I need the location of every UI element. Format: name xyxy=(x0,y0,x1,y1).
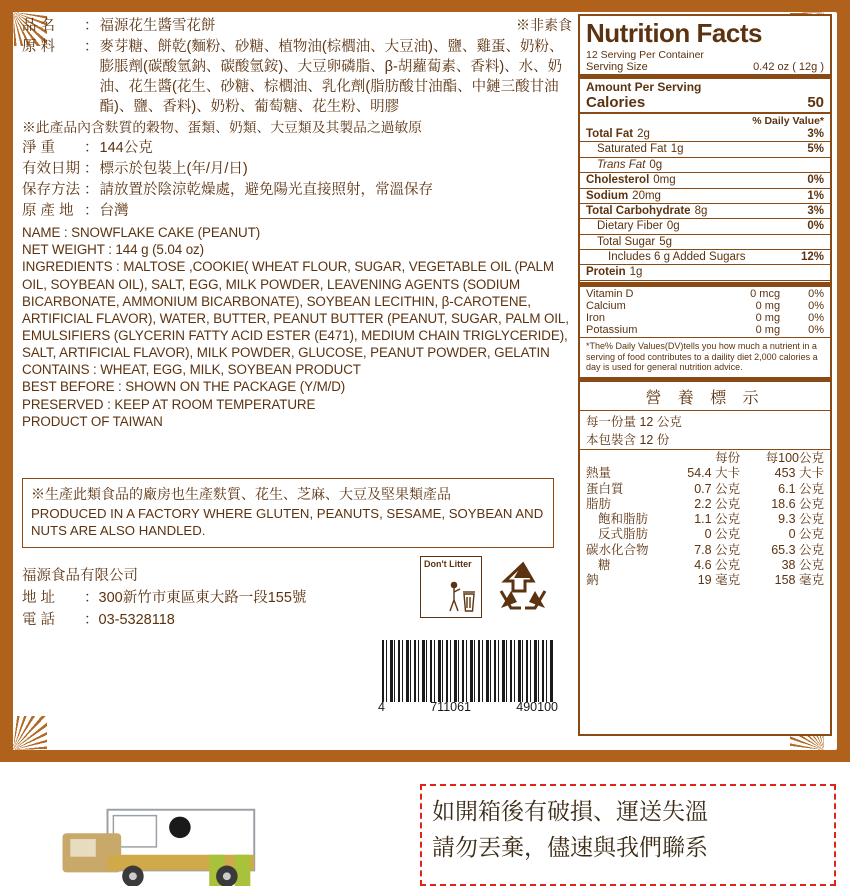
nutrition-footnote: *The% Daily Values(DV)tells you how much a nutrient in a serving of food contributes to a daility diet 2,000 calories a day is used for general nutrition advice. xyxy=(586,340,818,373)
nutrient-row xyxy=(580,142,830,157)
vegetarian-note: ※非素食 xyxy=(516,17,572,33)
company-name: 福源食品有限公司 xyxy=(22,568,138,584)
nutrition-cn-per-100g: 0 公克 xyxy=(788,527,824,542)
nutrition-cn-per-100g: 9.3 公克 xyxy=(778,512,824,527)
bottom-section xyxy=(0,770,850,886)
nutrient-daily-value: 5% xyxy=(807,143,824,156)
storage-row: 保存方法 ： 請放置於陰涼乾燥處，避免陽光直接照射，常溫保存 xyxy=(22,180,572,200)
divider-thick xyxy=(580,74,830,79)
nutrient-label: Cholesterol xyxy=(586,174,650,187)
micronutrient-label: Iron xyxy=(586,311,605,324)
serving-size-value: 0.42 oz ( 12g ) xyxy=(753,61,824,73)
nutrition-cn-per-100g: 65.3 公克 xyxy=(771,542,824,557)
product-name-label: 品 名 xyxy=(22,18,56,34)
nutrient-row xyxy=(580,189,830,204)
storage-value: 請放置於陰涼乾燥處，避免陽光直接照射，常溫保存 xyxy=(99,182,433,199)
calories-value: 50 xyxy=(807,94,824,111)
amount-per-serving-label: Amount Per Serving xyxy=(586,80,702,94)
storage-label: 保存方法 xyxy=(22,182,80,199)
barcode-left-digit: 4 xyxy=(378,700,385,714)
nutrition-cn-label: 脂肪 xyxy=(586,496,612,511)
nutrient-row xyxy=(580,250,830,265)
damage-warning-line-2: 請勿丟棄，儘速與我們聯系 xyxy=(432,833,708,860)
nutrition-cn-per-100g: 453 大卡 xyxy=(774,466,824,481)
nutrition-cn-label: 熱量 xyxy=(586,466,612,481)
barcode-group-1: 711061 xyxy=(430,700,472,714)
nutrition-panel xyxy=(578,14,832,736)
nutrient-daily-value: 0% xyxy=(807,220,824,233)
calories-label: Calories xyxy=(586,94,646,111)
nutrient-row xyxy=(580,219,830,234)
calories-row xyxy=(580,94,830,111)
en-name: NAME : SNOWFLAKE CAKE (PEANUT) xyxy=(22,225,261,241)
nutrient-label: Dietary Fiber xyxy=(597,220,663,233)
nutrient-rows xyxy=(580,127,830,281)
nutrient-amount: 0g xyxy=(666,220,680,233)
serving-size-row xyxy=(580,61,830,73)
company-address-row: 地 址 ： 300新竹市東區東大路一段155號 xyxy=(22,588,422,610)
nutrient-daily-value: 12% xyxy=(800,251,824,263)
damage-warning-box xyxy=(420,784,836,886)
expiry-value: 標示於包裝上(年/月/日) xyxy=(99,161,248,178)
nutrition-cn-label: 碳水化合物 xyxy=(586,542,649,557)
nutrition-cn-table xyxy=(580,451,830,588)
origin-label: 原 產 地 xyxy=(22,203,74,220)
col-per-serving: 每份 xyxy=(715,451,741,466)
nutrient-row xyxy=(580,173,830,188)
micronutrient-row xyxy=(580,312,830,324)
en-contains: CONTAINS : WHEAT, EGG, MILK, SOYBEAN PRODUCT xyxy=(22,362,361,378)
nutrition-cn-label: 反式脂肪 xyxy=(598,527,649,542)
en-product-of: PRODUCT OF TAIWAN xyxy=(22,413,163,429)
en-net-weight: NET WEIGHT : 144 g (5.04 oz) xyxy=(22,242,205,258)
nutrition-cn-row xyxy=(580,543,830,558)
company-phone-value: 03-5328118 xyxy=(98,611,175,628)
nutrient-row xyxy=(580,265,830,280)
nutrition-cn-label: 糖 xyxy=(598,557,611,572)
micronutrient-row xyxy=(580,300,830,312)
nutrition-cn-header-row xyxy=(580,451,830,466)
divider-thick xyxy=(580,377,830,382)
nutrient-amount: 0g xyxy=(649,158,663,171)
litter-bin-figure-icon xyxy=(445,580,477,614)
nutrient-row xyxy=(580,235,830,250)
cross-contamination-en: PRODUCED IN A FACTORY WHERE GLUTEN, PEANUTS, SESAME, SOYBEAN AND NUTS ARE ALSO HANDLED. xyxy=(31,506,544,539)
micronutrient-row xyxy=(580,324,830,336)
divider-thin xyxy=(580,449,830,450)
daily-value-header: % Daily Value* xyxy=(752,115,824,127)
micronutrient-daily-value: 0% xyxy=(808,287,824,300)
en-ingredients: INGREDIENTS : MALTOSE ,COOKIE( WHEAT FLOUR, SUGAR, VEGETABLE OIL (PALM OIL, SOYBEAN OIL), SALT, EGG, MILK POWDER, LEAVENING AGENTS (SODIUM BICARBONATE, AMMONIUM BICARBONATE), SOYBEAN LECITHIN, β-CAROTENE, ARTIFICIAL FLAVOR), WATER, BUTTER, PEANUT BUTTER (PEANUT, SUGAR, PALM OIL, EMULSIFIERS (GLYCERIN FATTY ACID ESTER (E471), MEDIUM CHAIN TRIGLYCERIDE), SALT, ARTIFICIAL FLAVOR), MILK POWDER, GLUCOSE, PEANUT POWDER, GELATIN xyxy=(22,259,569,361)
nutrition-cn-row xyxy=(580,527,830,542)
nutrient-label: Includes 6 g Added Sugars xyxy=(608,251,746,263)
nutrient-label: Saturated Fat xyxy=(597,143,667,156)
nutrient-row xyxy=(580,158,830,173)
divider-thin xyxy=(580,337,830,338)
nutrient-label: Trans Fat xyxy=(597,158,646,171)
nutrition-cn-per-100g: 6.1 公克 xyxy=(778,481,824,496)
nutrient-label: Total Fat xyxy=(586,128,634,140)
micronutrient-row xyxy=(580,288,830,300)
nutrient-amount: 5g xyxy=(659,235,672,248)
origin-row: 原 產 地 ： 台灣 xyxy=(22,201,572,221)
cross-contamination-box xyxy=(22,478,554,548)
nutrient-amount: 8g xyxy=(694,204,708,217)
nutrition-cn-per-serving: 7.8 公克 xyxy=(694,542,741,557)
micronutrient-label: Potassium xyxy=(586,323,638,336)
nutrition-cn-per-serving: 54.4 大卡 xyxy=(687,466,741,481)
micronutrient-daily-value: 0% xyxy=(808,311,824,324)
barcode-group-2: 490100 xyxy=(516,700,558,714)
product-name-row: 品 名 ： 福源花生醬雪花餅 ※非素食 xyxy=(22,17,572,34)
micronutrient-amount: 0 mcg xyxy=(750,287,781,300)
en-best-before: BEST BEFORE : SHOWN ON THE PACKAGE (Y/M/D) xyxy=(22,379,346,395)
nutrition-cn-per-serving: 1.1 公克 xyxy=(694,512,741,527)
nutrition-cn-per-100g: 158 毫克 xyxy=(774,573,824,588)
nutrition-cn-row xyxy=(580,482,830,497)
damage-warning-line-1: 如開箱後有破損、運送失溫 xyxy=(432,798,708,824)
serving-size-label: Serving Size xyxy=(586,61,648,73)
nutrient-daily-value: 1% xyxy=(807,189,824,202)
recycle-icon xyxy=(495,558,551,614)
nutrition-cn-label: 飽和脂肪 xyxy=(598,512,649,527)
nutrition-cn-row xyxy=(580,558,830,573)
english-info-block xyxy=(22,224,572,430)
company-phone-row: 電 話 ： 03-5328118 xyxy=(22,610,422,632)
col-per-100g: 每100公克 xyxy=(765,451,824,466)
nutrient-daily-value: 0% xyxy=(807,174,824,187)
nutrition-cn-serving-size: 每一份量 12 公克 xyxy=(586,415,682,430)
barcode-numbers xyxy=(378,700,558,714)
expiry-label: 有效日期 xyxy=(22,161,80,178)
expiry-row: 有效日期 ： 標示於包裝上(年/月/日) xyxy=(22,159,572,179)
nutrition-cn-per-serving: 0 公克 xyxy=(704,527,741,542)
delivery-truck-illustration xyxy=(60,798,290,886)
cross-contamination-zh: ※生產此類食品的廠房也生產麩質、花生、芝麻、大豆及堅果類產品 xyxy=(31,486,451,502)
en-preserved: PRESERVED : KEEP AT ROOM TEMPERATURE xyxy=(22,396,316,412)
nutrient-label: Sodium xyxy=(586,189,629,202)
net-weight-row: 淨 重 ： 144公克 xyxy=(22,138,572,158)
micronutrient-amount: 0 mg xyxy=(755,299,781,312)
company-address-label: 地 址 xyxy=(22,589,56,606)
nutrient-amount: 2g xyxy=(637,128,650,140)
micronutrient-label: Vitamin D xyxy=(586,287,634,300)
micronutrient-amount: 0 mg xyxy=(755,311,781,324)
nutrient-amount: 1g xyxy=(629,266,643,279)
product-name-value: 福源花生醬雪花餅 xyxy=(99,18,216,34)
nutrition-cn-per-serving: 0.7 公克 xyxy=(694,481,741,496)
nutrition-cn-servings: 本包裝含 12 份 xyxy=(586,433,670,448)
nutrition-cn-per-serving: 4.6 公克 xyxy=(694,557,741,572)
nutrient-label: Protein xyxy=(586,266,626,279)
nutrition-cn-row xyxy=(580,573,830,588)
micronutrient-amount: 0 mg xyxy=(755,323,781,336)
nutrition-cn-row xyxy=(580,466,830,481)
dont-litter-label: Don't Litter xyxy=(424,559,472,569)
nutrition-cn-per-100g: 38 公克 xyxy=(781,557,824,572)
nutrient-daily-value: 3% xyxy=(807,128,824,140)
nutrient-amount: 20mg xyxy=(632,189,661,202)
company-address-value: 300新竹市東區東大路一段155號 xyxy=(98,589,307,606)
micronutrient-daily-value: 0% xyxy=(808,299,824,312)
net-weight-label: 淨 重 xyxy=(22,140,56,157)
nutrient-row xyxy=(580,127,830,142)
divider-thick xyxy=(580,282,830,287)
servings-per-container: 12 Serving Per Container xyxy=(586,49,704,61)
nutrition-cn-row xyxy=(580,497,830,512)
ingredients-label: 原 料 xyxy=(22,39,56,55)
micronutrient-label: Calcium xyxy=(586,299,626,312)
nutrient-row xyxy=(580,204,830,219)
divider-medium xyxy=(580,112,830,114)
nutrition-cn-per-100g: 18.6 公克 xyxy=(771,496,824,511)
nutrition-cn-per-serving: 2.2 公克 xyxy=(694,496,741,511)
divider-thin xyxy=(580,410,830,411)
ingredients-row: 原 料 ： 麥芽糖、餅乾(麵粉、砂糖、植物油(棕櫚油、大豆油)、鹽、雞蛋、奶粉、膨脹劑(碳酸氫鈉、碳酸氫銨)、大豆卵磷脂、β-胡蘿蔔素、香料)、水、奶油、花生醬(花生、砂糖、棕櫚油、乳化劑(脂肪酸甘油酯、中鏈三酸甘油酯)、鹽、香料)、奶粉、葡萄糖、花生粉、明膠 xyxy=(22,37,572,117)
nutrition-cn-title: 營 養 標 示 xyxy=(645,390,765,408)
micronutrient-rows xyxy=(580,288,830,336)
company-phone-label: 電 話 xyxy=(22,611,56,628)
nutrient-daily-value: 3% xyxy=(807,204,824,217)
nutrition-cn-label: 鈉 xyxy=(586,573,599,588)
ingredients-value: 麥芽糖、餅乾(麵粉、砂糖、植物油(棕櫚油、大豆油)、鹽、雞蛋、奶粉、膨脹劑(碳酸氫鈉、碳酸氫銨)、大豆卵磷脂、β-胡蘿蔔素、香料)、水、奶油、花生醬(花生、砂糖、棕櫚油、乳化劑(脂肪酸甘油酯、中鏈三酸甘油酯)、鹽、香料)、奶粉、葡萄糖、花生粉、明膠 xyxy=(99,39,564,115)
micronutrient-daily-value: 0% xyxy=(808,323,824,336)
nutrition-cn-label: 蛋白質 xyxy=(586,481,624,496)
origin-value: 台灣 xyxy=(99,203,129,220)
nutrient-amount: 1g xyxy=(670,143,684,156)
net-weight-value: 144公克 xyxy=(99,140,153,157)
nutrient-label: Total Carbohydrate xyxy=(586,204,691,217)
barcode xyxy=(382,640,554,702)
company-block xyxy=(22,566,422,631)
dont-litter-icon xyxy=(420,556,482,618)
nutrient-label: Total Sugar xyxy=(597,235,656,248)
nutrition-cn-per-serving: 19 毫克 xyxy=(697,573,741,588)
allergen-note: ※此產品內含麩質的穀物、蛋類、奶類、大豆類及其製品之過敏原 xyxy=(22,120,423,135)
nutrition-facts-title: Nutrition Facts xyxy=(586,18,762,48)
nutrition-cn-row xyxy=(580,512,830,527)
nutrient-amount: 0mg xyxy=(653,174,676,187)
